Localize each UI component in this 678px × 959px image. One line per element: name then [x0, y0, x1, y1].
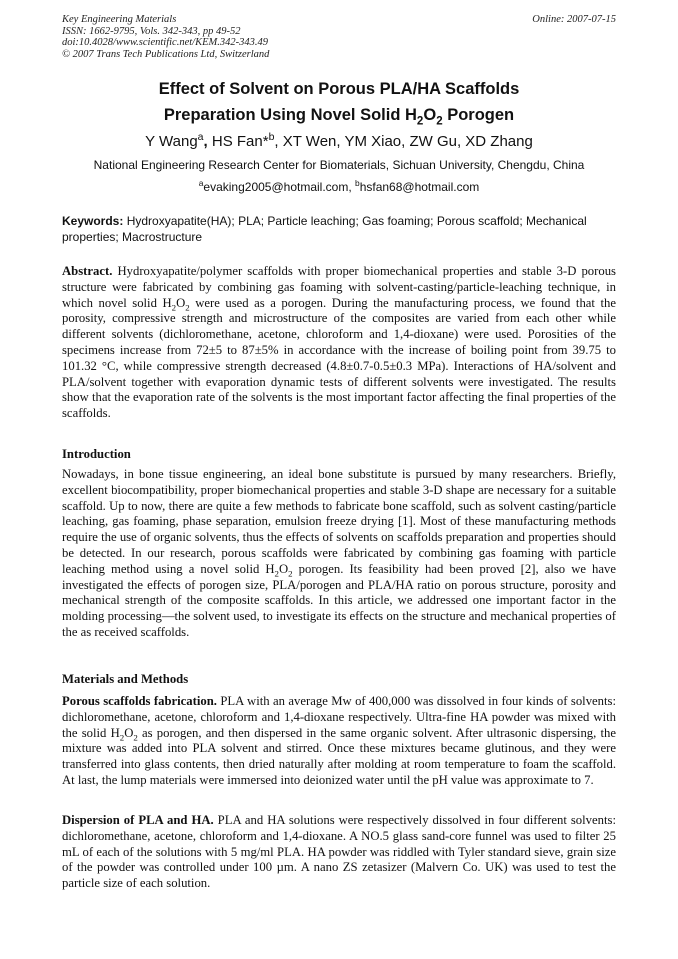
email-b: hsfan68@hotmail.com [359, 180, 480, 194]
porous-fabrication-paragraph: Porous scaffolds fabrication. PLA with an average Mw of 400,000 was dissolved in four kinds of solvents: dichloromethane, acetone, chloroform and 1,4-dioxane respectively. Ultra-fine HA powder was mixed with the solid $H_2O_2$ as porogen, and then dispersed in the same organic solvent. After ultrasonic dispersing, the mixture was added into PLA solvent and stirred. Once these mixtures became glutinous, and they were transferred into glass contents, then dried naturally after molding at room temperature to foam the scaffold. At last, the lump materials were immersed into deionized water until the pH value was approximate to 7. [62, 694, 616, 787]
paper-title-line-1: Effect of Solvent on Porous PLA/HA Scaffolds [158, 80, 520, 98]
author-list: Y Wang$^a$, HS Fan*$^b$, XT Wen, YM Xiao, ZW Gu, XD Zhang [145, 131, 533, 150]
dispersion-paragraph: Dispersion of PLA and HA. PLA and HA solutions were respectively dissolved in four different solvents: dichloromethane, acetone, chloroform and 1,4-dioxane. A NO.5 glass sand-core funnel was used to filter 25 mL of each of the solutions with 5 mg/ml PLA. HA powder was riddled with Tyler standard sieve, grain size of the powder was controlled under 100 µm. A nano ZS zetasizer (Malvern Co. UK) was used to test the particle size of each solution. [62, 813, 616, 891]
keywords-text: Hydroxyapatite(HA); PLA; Particle leaching; Gas foaming; Porous scaffold; Mechanical properties; Macrostructure [62, 214, 587, 244]
introduction-heading: Introduction [62, 447, 131, 461]
affiliation: National Engineering Research Center for Biomaterials, Sichuan University, Chengdu, China [93, 158, 585, 172]
keywords [62, 214, 616, 245]
online-date: Online: 2007-07-15 [532, 14, 616, 25]
email-a: evaking2005@hotmail.com [203, 180, 349, 194]
introduction-paragraph: Nowadays, in bone tissue engineering, an ideal bone substitute is pursued by many researchers. Briefly, excellent biocompatibility, proper biomechanical properties and stable 3-D shape are necessary for a suitable scaffold. Up to now, there are quite a few methods to fabricate bone scaffold, such as solvent casting/particle leaching, gas foaming, phase separation, emulsion freeze drying [1]. Most of these manufacturing methods require the use of organic solvents, thus the effects of solvents on scaffolds preparation and properties should be detected. In our research, porous scaffolds were fabricated by combining gas foaming with particle leaching method using a novel solid $H_2O_2$ porogen. Its feasibility had been proved [2], also we have investigated the effects of porogen size, PLA/porogen and PLA/HA ratio on porous structure, porosity and mechanical strength of the composite scaffolds. In this article, we addressed one important factor in the molding processing—the solvent used, to investigate its effects on the structure and mechanical properties of the as received scaffolds. [62, 467, 616, 639]
keywords-label: Keywords: [62, 214, 124, 228]
author-emails: $^a$evaking2005@hotmail.com, $^b$hsfan68@hotmail.com [198, 178, 480, 194]
doi-line: doi:10.4028/www.scientific.net/KEM.342-343.49 [62, 37, 268, 48]
paper-title-line-2: Preparation Using Novel Solid $H_2O_2$ Porogen [163, 106, 515, 128]
methods-heading: Materials and Methods [62, 672, 189, 686]
abstract: Abstract. Hydroxyapatite/polymer scaffolds with proper biomechanical properties and stable 3-D porous structure were fabricated by combining gas foaming with solvent-casting/particle-leaching technique, in which novel solid $H_2O_2$ were used as a porogen. During the manufacturing process, we found that the porosity, compressive strength and microstructure of the composites are varied from each other while different solvents (dichloromethane, acetone, chloroform and 1,4-dioxane) were used. Porosities of the specimens increase from 72±5 to 87±5% in accordance with the increase of boiling point from 39.75 to 101.32 °C, while compressive strength decreased (4.8±0.7-0.5±0.3 MPa). Interactions of HA/solvent and PLA/solvent together with evaporation dynamic tests of different solvents were investigated. The results show that the evaporation rate of the solvents is the most important factor affecting the final properties of the scaffolds. [62, 264, 616, 421]
journal-header [62, 14, 616, 60]
copyright-line: © 2007 Trans Tech Publications Ltd, Switzerland [62, 48, 270, 60]
author-1: Y Wang [145, 133, 198, 150]
abstract-label: Abstract. [62, 264, 113, 278]
journal-name: Key Engineering Materials [62, 14, 177, 25]
author-2: HS Fan* [211, 133, 269, 150]
issn-line: ISSN: 1662-9795, Vols. 342-343, pp 49-52 [62, 25, 241, 37]
